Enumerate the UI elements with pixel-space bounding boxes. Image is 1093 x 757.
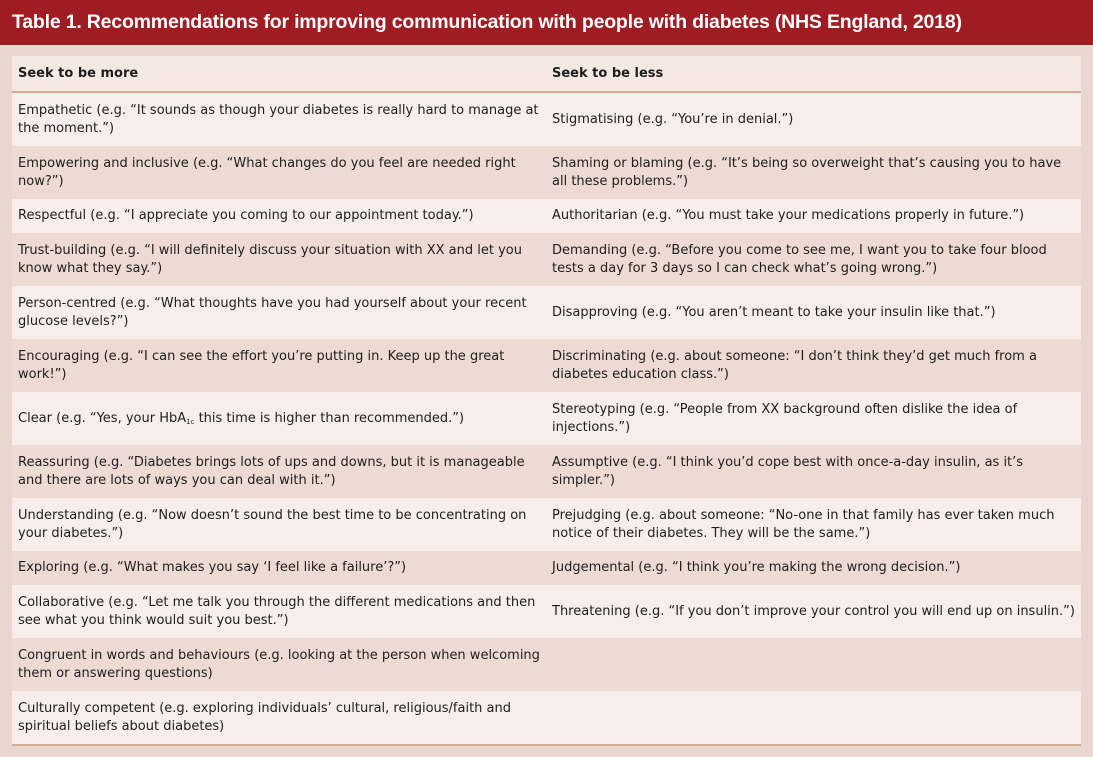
cell-more: Exploring (e.g. “What makes you say ‘I feel like a failure’?”)	[12, 551, 546, 585]
cell-more-text: Clear (e.g. “Yes, your HbA	[18, 410, 187, 426]
cell-less: Prejudging (e.g. about someone: “No-one in that family has ever taken much notice of their diabetes. They will be the same.”)	[546, 498, 1081, 551]
cell-less: Threatening (e.g. “If you don’t improve your control you will end up on insulin.”)	[546, 585, 1081, 638]
recommendations-table	[12, 56, 1081, 746]
cell-less: Disapproving (e.g. “You aren’t meant to take your insulin like that.”)	[546, 286, 1081, 339]
cell-less: Authoritarian (e.g. “You must take your medications properly in future.”)	[546, 199, 1081, 233]
table-row	[12, 199, 1081, 233]
cell-more: Reassuring (e.g. “Diabetes brings lots of ups and downs, but it is manageable and there are lots of ways you can deal with it.”)	[12, 445, 546, 498]
table-row	[12, 392, 1081, 445]
cell-less: Stigmatising (e.g. “You’re in denial.”)	[546, 92, 1081, 146]
table-row	[12, 498, 1081, 551]
table-row	[12, 92, 1081, 146]
cell-more: Empathetic (e.g. “It sounds as though your diabetes is really hard to manage at the moment.”)	[12, 92, 546, 146]
table-row	[12, 339, 1081, 392]
cell-more: Person-centred (e.g. “What thoughts have you had yourself about your recent glucose levels?”)	[12, 286, 546, 339]
cell-more: Trust-building (e.g. “I will definitely discuss your situation with XX and let you know what they say.”)	[12, 233, 546, 286]
header-seek-less: Seek to be less	[546, 56, 1081, 92]
cell-less	[546, 691, 1081, 745]
recommendations-table-container	[12, 56, 1081, 746]
table-row	[12, 638, 1081, 691]
cell-less: Assumptive (e.g. “I think you’d cope best with once-a-day insulin, as it’s simpler.”)	[546, 445, 1081, 498]
cell-more: Collaborative (e.g. “Let me talk you through the different medications and then see what you think would suit you best.”)	[12, 585, 546, 638]
cell-less: Stereotyping (e.g. “People from XX background often dislike the idea of injections.”)	[546, 392, 1081, 445]
table-row	[12, 286, 1081, 339]
table-title: Table 1. Recommendations for improving communication with people with diabetes (NHS England, 2018)	[0, 0, 1093, 45]
cell-less: Judgemental (e.g. “I think you’re making the wrong decision.”)	[546, 551, 1081, 585]
hba1c-subscript: 1c	[186, 417, 195, 426]
cell-more: Empowering and inclusive (e.g. “What changes do you feel are needed right now?”)	[12, 146, 546, 199]
table-row	[12, 551, 1081, 585]
cell-more: Respectful (e.g. “I appreciate you coming to our appointment today.”)	[12, 199, 546, 233]
cell-more: Culturally competent (e.g. exploring individuals’ cultural, religious/faith and spiritual beliefs about diabetes)	[12, 691, 546, 745]
header-row	[12, 56, 1081, 92]
cell-less: Demanding (e.g. “Before you come to see me, I want you to take four blood tests a day for 3 days so I can check what’s going wrong.”)	[546, 233, 1081, 286]
table-row	[12, 146, 1081, 199]
cell-less: Discriminating (e.g. about someone: “I don’t think they’d get much from a diabetes education class.”)	[546, 339, 1081, 392]
cell-less: Shaming or blaming (e.g. “It’s being so overweight that’s causing you to have all these problems.”)	[546, 146, 1081, 199]
cell-less	[546, 638, 1081, 691]
cell-more-text-end: this time is higher than recommended.”)	[194, 410, 465, 426]
header-seek-more: Seek to be more	[12, 56, 546, 92]
cell-more	[12, 392, 546, 445]
table-row	[12, 233, 1081, 286]
cell-more: Congruent in words and behaviours (e.g. looking at the person when welcoming them or answering questions)	[12, 638, 546, 691]
cell-more: Encouraging (e.g. “I can see the effort you’re putting in. Keep up the great work!”)	[12, 339, 546, 392]
table-row	[12, 691, 1081, 745]
table-row	[12, 445, 1081, 498]
table-row	[12, 585, 1081, 638]
cell-more: Understanding (e.g. “Now doesn’t sound the best time to be concentrating on your diabetes.”)	[12, 498, 546, 551]
